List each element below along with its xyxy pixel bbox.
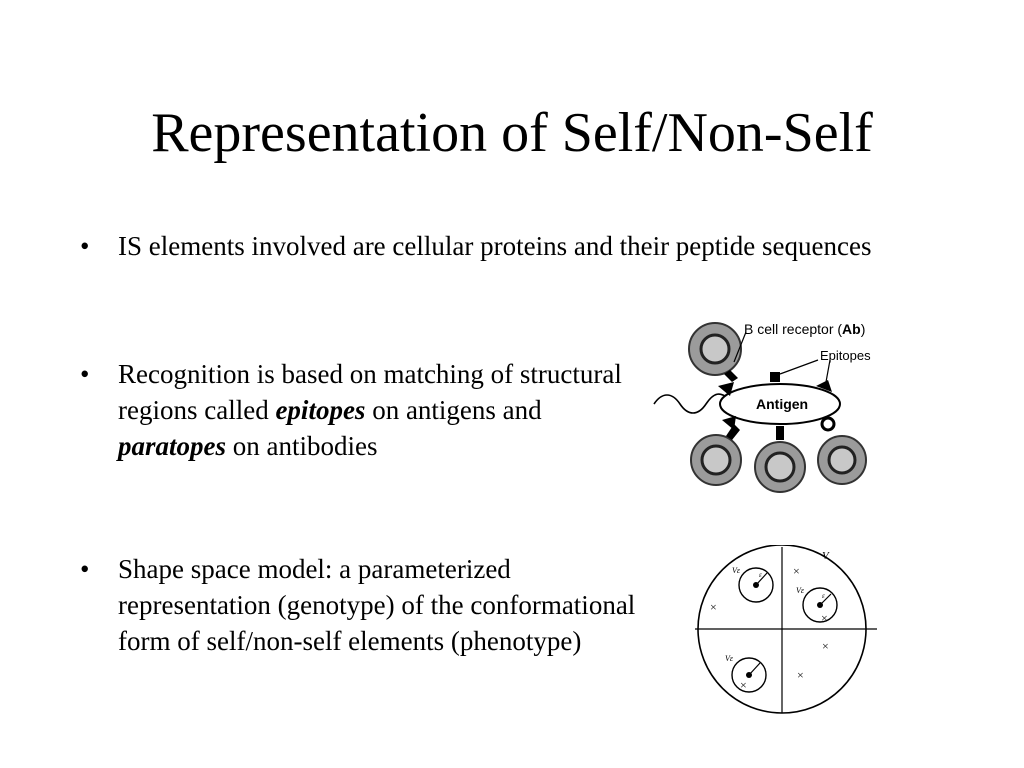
- epitopes-label: Epitopes: [820, 348, 871, 363]
- radius-label: ε: [822, 592, 825, 600]
- recognition-region-top-left: [732, 566, 773, 602]
- bullet-point-icon: •: [80, 554, 90, 584]
- region-label: Vε: [725, 654, 734, 663]
- slide-title: Representation of Self/Non-Self: [151, 102, 873, 164]
- term-epitopes: epitopes: [275, 395, 366, 425]
- bullet-text-part: on antigens and: [365, 395, 542, 425]
- bullet-text-part: on antibodies: [226, 431, 378, 461]
- region-label: Vε: [732, 566, 741, 575]
- b-cell-top-left: [689, 323, 741, 382]
- point-marker: ×: [822, 639, 829, 653]
- axis-label-v: V: [822, 550, 829, 562]
- bullet-text: Shape space model: a parameterized representation (genotype) of the conformational form of self/non-self elements (phenotype): [118, 554, 636, 656]
- bullet-text-part: Recognition is based on matching of structural regions called: [118, 359, 622, 425]
- epitope-callout-line-2: [826, 360, 830, 382]
- bullet-text: [118, 356, 648, 464]
- receptor-label: B cell receptor (Ab): [744, 321, 866, 337]
- point-marker: ×: [793, 564, 800, 578]
- b-cell-bottom-middle: [755, 426, 805, 492]
- point-marker: ×: [740, 678, 747, 692]
- bullet-text: IS elements involved are cellular proteins and their peptide sequences: [118, 231, 872, 261]
- antigen-antibody-diagram: [650, 312, 890, 497]
- bullet-point-icon: •: [80, 231, 90, 261]
- recognition-region-right: [796, 586, 837, 622]
- point-marker: ×: [797, 668, 804, 682]
- point-marker: ×: [710, 600, 717, 614]
- b-cell-bottom-right: [818, 418, 866, 484]
- point-marker: ×: [821, 611, 828, 625]
- bullet-point-icon: •: [80, 359, 90, 389]
- shape-space-diagram: [685, 545, 885, 715]
- epitope-square-top: [770, 372, 780, 382]
- epitope-callout-line-1: [780, 360, 818, 374]
- antigen-label: Antigen: [756, 396, 809, 412]
- epitope-triangle-lower-left: [722, 416, 736, 430]
- receptor-tail-line: [654, 394, 728, 413]
- b-cell-bottom-left: [691, 424, 741, 485]
- region-label: Vε: [796, 586, 805, 595]
- term-paratopes: paratopes: [118, 431, 226, 461]
- radius-label: ε: [759, 571, 762, 579]
